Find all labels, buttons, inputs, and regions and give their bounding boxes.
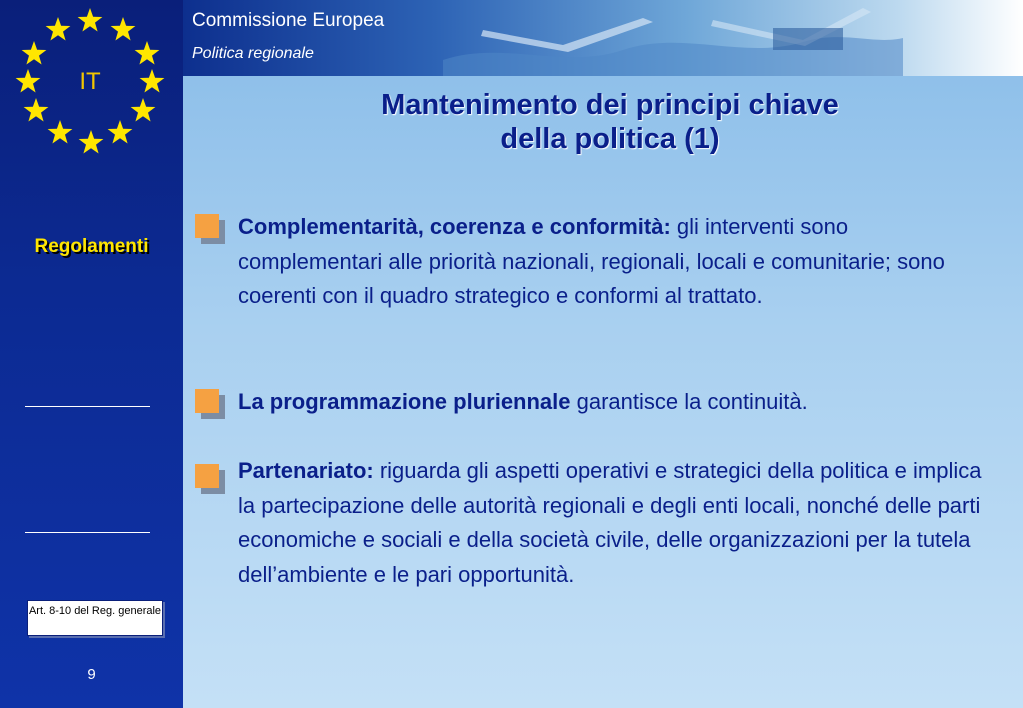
bullet-body: riguarda gli aspetti operativi e strategici della politica e implica la partecipazione delle autorità regionali e degli enti locali, nonché delle parti economiche e sociali e della società civile, delle organizzazioni per la tutela dell’ambiente e le pari opportunità.: [238, 458, 982, 587]
bullet-square-icon: [195, 464, 225, 494]
country-label: IT: [79, 68, 101, 95]
bullet-body: garantisce la continuità.: [570, 389, 808, 414]
brand-title: Commissione Europea: [192, 10, 385, 31]
brand-subtitle: Politica regionale: [192, 45, 314, 62]
section-label: Regolamenti: [34, 236, 149, 257]
bullet-bold: Partenariato:: [238, 458, 374, 483]
bullet-text: [238, 454, 988, 592]
slide-title: [240, 88, 980, 156]
bullet-body: gli interventi sono complementari alle priorità nazionali, regionali, locali e comunitarie; sono coerenti con il quadro strategico e conformi al trattato.: [238, 214, 945, 308]
bullet-square-icon: [195, 389, 225, 419]
bullet-square-icon: [195, 214, 225, 244]
divider: [25, 532, 150, 533]
sidebar: [0, 0, 183, 708]
slide-title-line2: della politica (1): [500, 123, 720, 155]
page-number: 9: [87, 666, 96, 683]
divider: [25, 406, 150, 407]
bullet-bold: Complementarità, coerenza e conformità:: [238, 214, 671, 239]
header-photo-decoration: [443, 0, 903, 76]
slide-title-line1: Mantenimento dei principi chiave: [381, 89, 839, 121]
regulation-reference: Art. 8-10 del Reg. generale: [27, 600, 163, 636]
bullet-text: [238, 210, 988, 314]
bullet-item: [195, 454, 987, 634]
bullet-item: [195, 210, 987, 350]
bullet-item: [195, 385, 987, 425]
bullet-text: [238, 385, 988, 420]
bullet-bold: La programmazione pluriennale: [238, 389, 571, 414]
